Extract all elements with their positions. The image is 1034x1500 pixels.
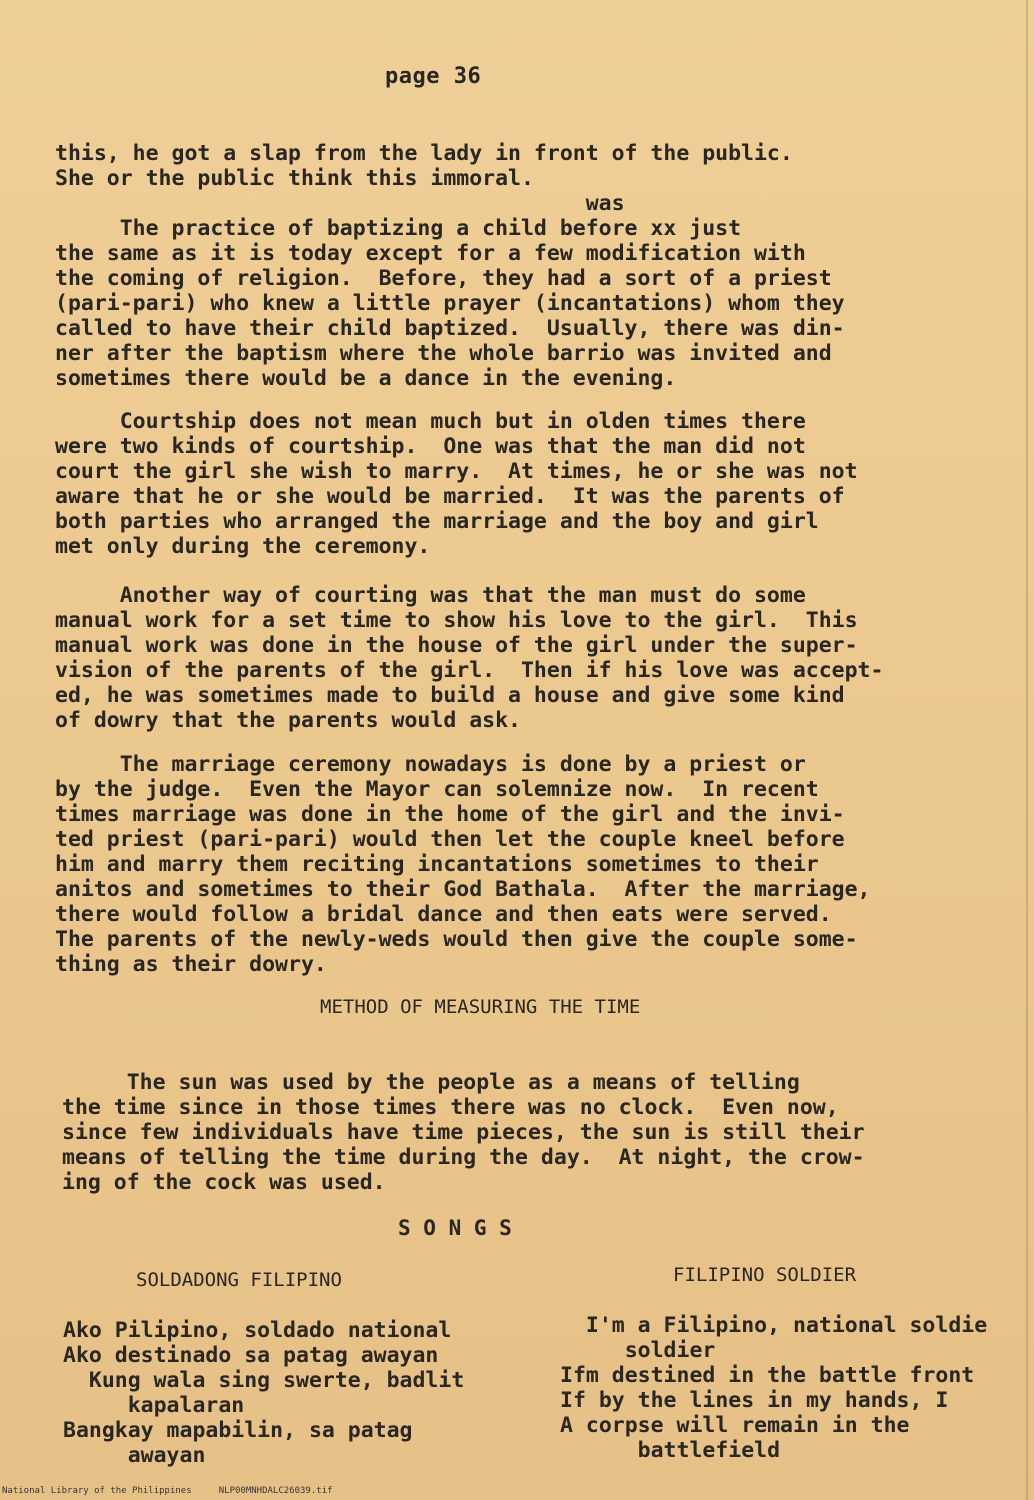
heading-songs: S O N G S xyxy=(398,1216,512,1240)
song-right-line: I'm a Filipino, national soldie xyxy=(560,1313,988,1338)
page-edge xyxy=(1026,0,1028,1500)
song-left-line: Ako Pilipino, soldado national xyxy=(63,1318,452,1343)
song-left-title: SOLDADONG FILIPINO xyxy=(136,1269,342,1291)
song-left-line: Kung wala sing swerte, badlit xyxy=(63,1368,465,1393)
page-number: page 36 xyxy=(385,64,482,89)
song-left-line: Bangkay mapabilin, sa patag xyxy=(63,1418,413,1443)
heading-method-of-measuring-time: METHOD OF MEASURING THE TIME xyxy=(320,996,641,1018)
song-right-line: If by the lines in my hands, I xyxy=(560,1388,949,1413)
paragraph-baptism: this, he got a slap from the lady in front of the public. She or the public think this immoral. was The practice of baptizing a child before xx just the same as it is today except for a few modification with the coming of religion. Before, they had a sort of a priest (pari-pari) who knew a little prayer (incantations) whom they called to have their child baptized. Usually, there was din- ner after the baptism where the whole barrio was invited and sometimes there would be a dance in the evening. xyxy=(55,141,845,391)
song-right-line: A corpse will remain in the xyxy=(560,1413,910,1438)
song-right-title: FILIPINO SOLDIER xyxy=(673,1264,857,1286)
paragraph-sun: The sun was used by the people as a means of telling the time since in those times there was no clock. Even now, since few individuals have time pieces, the sun is still their means of telling the time during the day. At night, the crow- ing of the cock was used. xyxy=(62,1070,865,1195)
paragraph-marriage: The marriage ceremony nowadays is done by a priest or by the judge. Even the Mayor can solemnize now. In recent times marriage was done in the home of the girl and the invi- ted priest (pari-pari) would then let the couple kneel before him and marry them reciting incantations sometimes to their anitos and sometimes to their God Bathala. After the marriage, there would follow a bridal dance and then eats were served. The parents of the newly-weds would then give the couple some- thing as their dowry. xyxy=(55,752,871,977)
paragraph-manual-work: Another way of courting was that the man must do some manual work for a set time to show his love to the girl. This manual work was done in the house of the girl under the super- vision of the parents of the girl. Then if his love was accept- ed, he was sometimes made to build a house and give some kind of dowry that the parents would ask. xyxy=(55,583,884,733)
archive-footer: National Library of the Philippines NLP00MNHDALC26039.tif xyxy=(2,1486,333,1496)
paragraph-courtship: Courtship does not mean much but in olden times there were two kinds of courtship. One was that the man did not court the girl she wish to marry. At times, he or she was not aware that he or she would be married. It was the parents of both parties who arranged the marriage and the boy and girl met only during the ceremony. xyxy=(55,409,858,559)
song-left-line: awayan xyxy=(63,1443,206,1468)
song-right-line: battlefield xyxy=(560,1438,781,1463)
song-left-line: kapalaran xyxy=(63,1393,245,1418)
song-left-line: Ako destinado sa patag awayan xyxy=(63,1343,439,1368)
song-right-line: Ifm destined in the battle front xyxy=(560,1363,975,1388)
song-right-line: soldier xyxy=(560,1338,716,1363)
